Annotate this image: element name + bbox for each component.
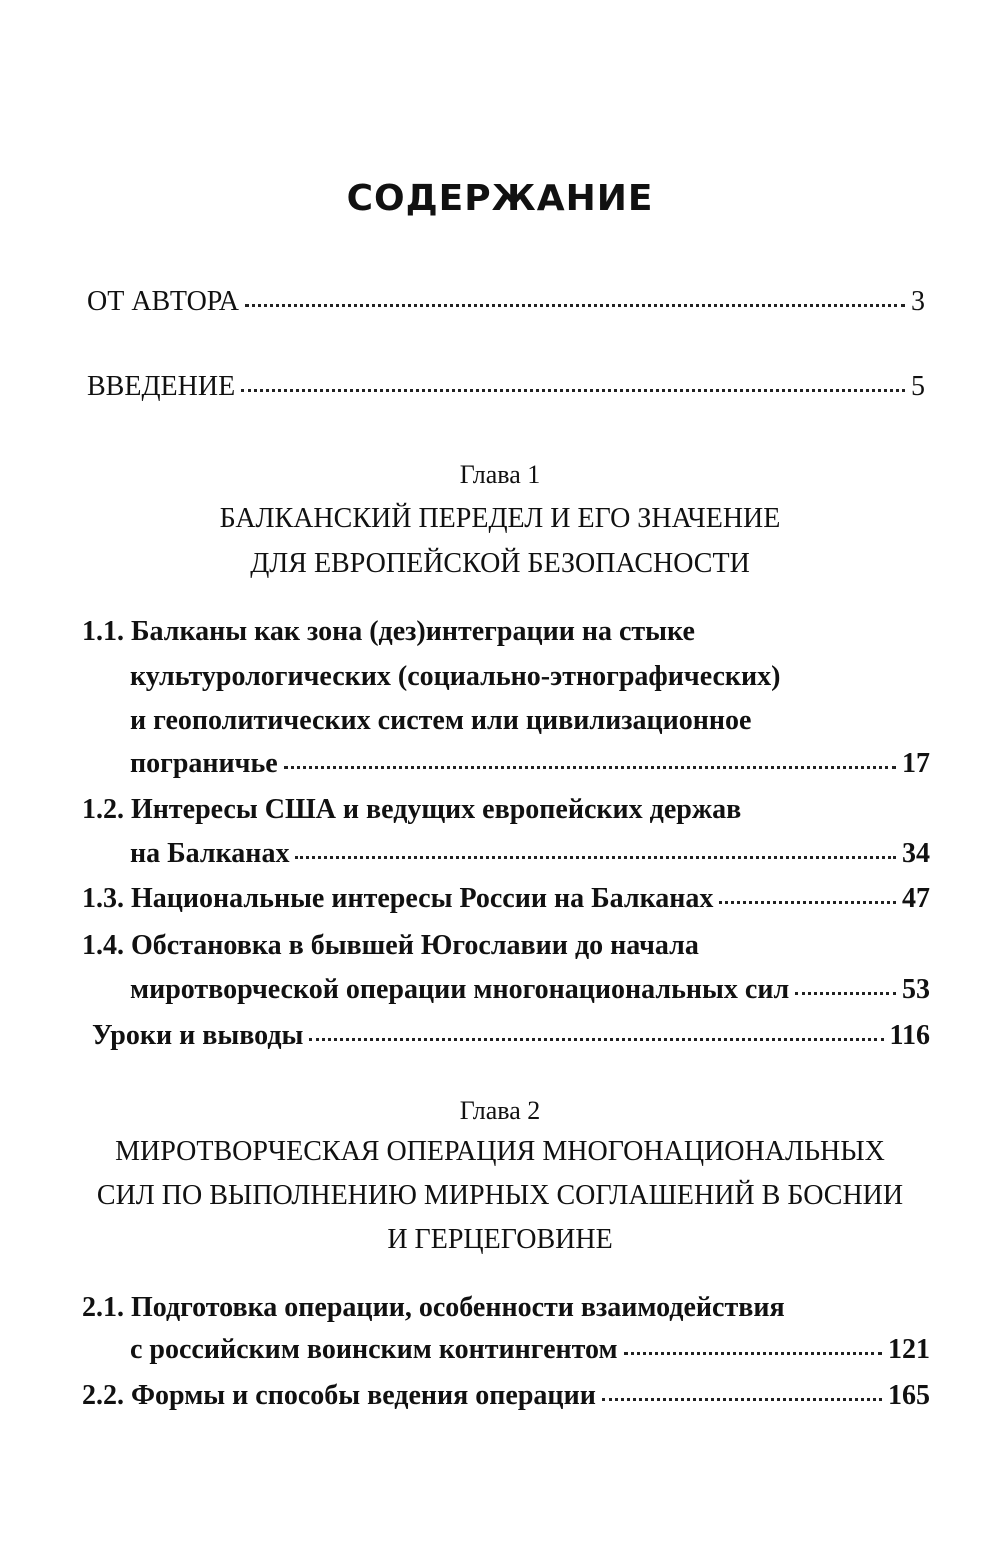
- dot-leader: [602, 1398, 882, 1401]
- dot-leader: [309, 1038, 883, 1041]
- toc-entry-label: на Балканах: [130, 838, 290, 869]
- dot-leader: [795, 992, 896, 995]
- toc-entry-1-1[interactable]: [130, 750, 930, 778]
- toc-entry-label: миротворческой операции многонациональных сил: [130, 974, 790, 1005]
- toc-page-number: 116: [889, 1020, 930, 1051]
- toc-entry-1-2-line[interactable]: 1.2. Интересы США и ведущих европейских держав: [82, 794, 742, 825]
- toc-entry-label: 2.2. Формы и способы ведения операции: [82, 1380, 596, 1411]
- toc-entry-1-1-line[interactable]: и геополитических систем или цивилизационное: [130, 705, 752, 736]
- toc-entry-1-4[interactable]: [130, 976, 930, 1004]
- toc-entry-1-1-line[interactable]: культурологических (социально-этнографических): [130, 661, 781, 692]
- toc-entry-label: ОТ АВТОРА: [87, 286, 240, 317]
- toc-entry-1-1-line[interactable]: 1.1. Балканы как зона (дез)интеграции на стыке: [82, 616, 695, 647]
- dot-leader: [719, 901, 896, 904]
- toc-page-number: 121: [888, 1334, 930, 1365]
- dot-leader: [624, 1352, 882, 1355]
- toc-page-number: 47: [902, 883, 930, 914]
- toc-entry-label: 1.3. Национальные интересы России на Балканах: [82, 883, 714, 914]
- chapter-2-title-line: МИРОТВОРЧЕСКАЯ ОПЕРАЦИЯ МНОГОНАЦИОНАЛЬНЫХ: [115, 1136, 885, 1167]
- dot-leader: [245, 304, 905, 307]
- toc-entry-2-2[interactable]: [82, 1382, 930, 1410]
- toc-page-number: 53: [902, 974, 930, 1005]
- chapter-2-title-line: СИЛ ПО ВЫПОЛНЕНИЮ МИРНЫХ СОГЛАШЕНИЙ В БОСНИИ: [96, 1180, 904, 1211]
- toc-page-number: 165: [888, 1380, 930, 1411]
- toc-page-number: 17: [902, 748, 930, 779]
- toc-page-number: 34: [902, 838, 930, 869]
- toc-entry-2-1[interactable]: [130, 1336, 930, 1364]
- toc-entry-label: пограничье: [130, 748, 278, 779]
- chapter-1-title-line: БАЛКАНСКИЙ ПЕРЕДЕЛ И ЕГО ЗНАЧЕНИЕ: [219, 503, 781, 534]
- toc-entry-1-3[interactable]: [82, 885, 930, 913]
- toc-entry-author[interactable]: [87, 288, 925, 316]
- chapter-2-label: Глава 2: [459, 1096, 541, 1125]
- toc-entry-2-1-line[interactable]: 2.1. Подготовка операции, особенности взаимодействия: [82, 1292, 785, 1323]
- toc-entry-label: с российским воинским контингентом: [130, 1334, 618, 1365]
- toc-page-number: 3: [911, 286, 925, 317]
- chapter-1-label: Глава 1: [459, 460, 541, 489]
- toc-entry-1-4-line[interactable]: 1.4. Обстановка в бывшей Югославии до начала: [82, 930, 699, 961]
- toc-entry-label: ВВЕДЕНИЕ: [87, 371, 236, 402]
- toc-entry-introduction[interactable]: [87, 373, 925, 401]
- dot-leader: [241, 389, 905, 392]
- chapter-1-title-line: ДЛЯ ЕВРОПЕЙСКОЙ БЕЗОПАСНОСТИ: [250, 548, 750, 579]
- toc-page-number: 5: [911, 371, 925, 402]
- dot-leader: [295, 856, 896, 859]
- toc-entry-1-2[interactable]: [130, 840, 930, 868]
- chapter-2-title-line: И ГЕРЦЕГОВИНЕ: [387, 1224, 613, 1255]
- page-title: СОДЕРЖАНИЕ: [346, 178, 654, 219]
- toc-entry-label: Уроки и выводы: [92, 1020, 304, 1051]
- dot-leader: [284, 766, 896, 769]
- toc-entry-lessons[interactable]: [92, 1022, 930, 1050]
